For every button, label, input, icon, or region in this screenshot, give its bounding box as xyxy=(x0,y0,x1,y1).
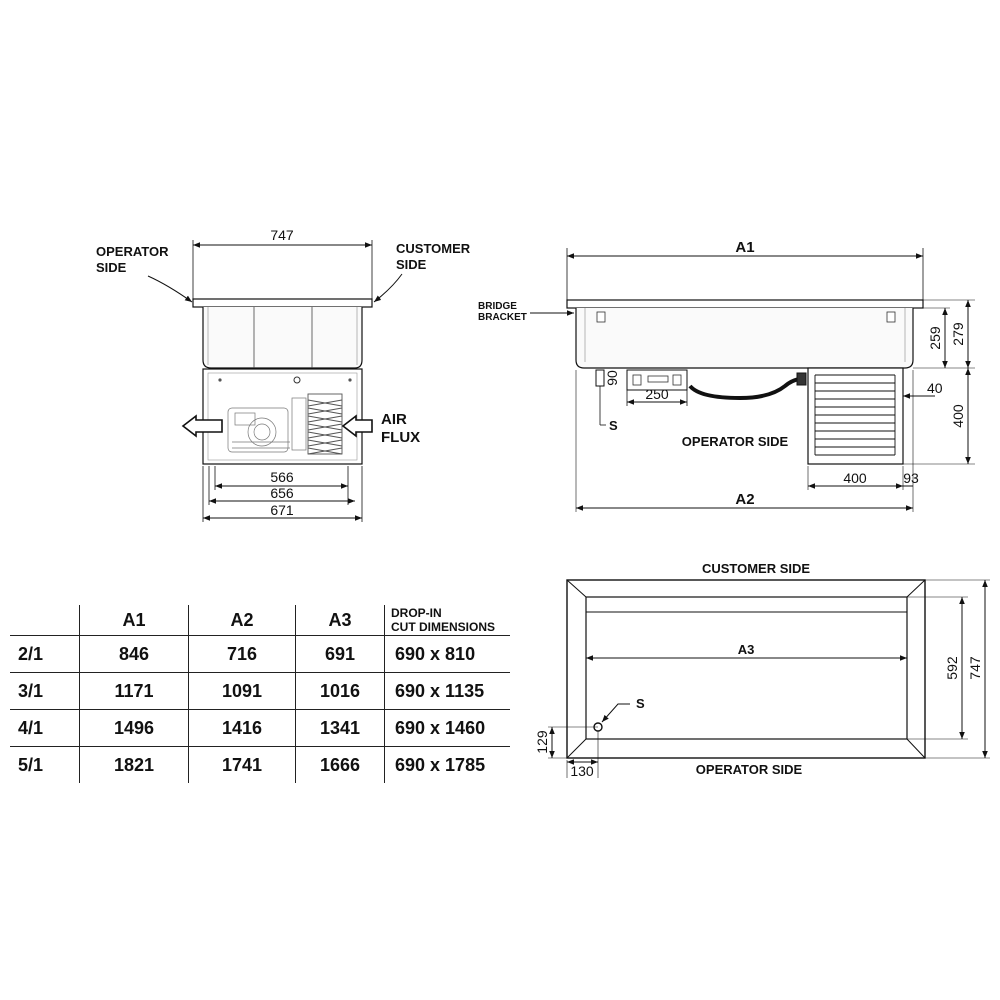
cell-a2: 1091 xyxy=(189,673,296,710)
cell-a2: 1741 xyxy=(189,747,296,784)
top-view xyxy=(534,561,990,779)
side-view xyxy=(96,227,471,522)
side-customer-label-1: CUSTOMER xyxy=(396,241,471,256)
top-dim-129: 129 xyxy=(534,730,550,754)
cell-a2: 716 xyxy=(189,636,296,673)
top-dim-a3: A3 xyxy=(737,642,755,657)
front-operator-side: OPERATOR SIDE xyxy=(681,434,789,449)
side-operator-label-2: SIDE xyxy=(96,260,127,275)
air-flux-label-1: AIR xyxy=(381,411,407,428)
front-dim-279: 279 xyxy=(950,322,966,346)
bridge-bracket-label-1: BRIDGE xyxy=(478,301,517,312)
cell-cut: 690 x 810 xyxy=(385,636,511,673)
front-dim-40: 40 xyxy=(927,380,943,396)
cell-cut: 690 x 1135 xyxy=(385,673,511,710)
top-dim-747: 747 xyxy=(967,656,983,680)
front-view xyxy=(478,239,975,512)
condenser-grille xyxy=(808,368,903,464)
header-a1: A1 xyxy=(80,605,189,636)
side-dim-671: 671 xyxy=(270,502,294,518)
power-cable xyxy=(690,379,800,398)
cell-a3: 1666 xyxy=(296,747,385,784)
front-dim-93: 93 xyxy=(903,470,919,486)
front-tank xyxy=(576,308,913,368)
front-dim-400-vert: 400 xyxy=(950,404,966,428)
cell-a1: 1171 xyxy=(80,673,189,710)
cell-size: 5/1 xyxy=(10,747,80,784)
header-cut xyxy=(385,605,511,636)
drain-valve xyxy=(596,370,604,386)
table-row xyxy=(10,673,510,710)
cell-size: 4/1 xyxy=(10,710,80,747)
cell-a3: 691 xyxy=(296,636,385,673)
side-tank xyxy=(203,307,362,368)
cell-a1: 846 xyxy=(80,636,189,673)
air-flux-label-2: FLUX xyxy=(381,429,421,446)
table-row xyxy=(10,747,510,784)
cell-a3: 1016 xyxy=(296,673,385,710)
front-dim-a2: A2 xyxy=(735,491,755,508)
table-header-row xyxy=(10,605,510,636)
cell-a2: 1416 xyxy=(189,710,296,747)
top-inner-opening xyxy=(586,597,907,739)
table-row xyxy=(10,710,510,747)
side-customer-label-2: SIDE xyxy=(396,257,427,272)
table-row xyxy=(10,636,510,673)
side-top-plate xyxy=(193,299,372,307)
dimension-table xyxy=(10,605,510,783)
header-size xyxy=(10,605,80,636)
header-cut-line-2: CUT DIMENSIONS xyxy=(391,620,496,634)
front-top-plate xyxy=(567,300,923,308)
side-dim-656: 656 xyxy=(270,485,294,501)
front-dim-259: 259 xyxy=(927,326,943,350)
cell-a1: 1821 xyxy=(80,747,189,784)
side-dim-566: 566 xyxy=(270,469,294,485)
cell-size: 3/1 xyxy=(10,673,80,710)
bridge-bracket-label-2: BRACKET xyxy=(478,312,527,323)
cell-cut: 690 x 1785 xyxy=(385,747,511,784)
side-dim-747: 747 xyxy=(270,227,294,243)
top-dim-130: 130 xyxy=(570,763,594,779)
top-customer-side: CUSTOMER SIDE xyxy=(701,561,811,576)
top-operator-side: OPERATOR SIDE xyxy=(695,762,803,777)
front-dim-a1: A1 xyxy=(735,239,755,256)
top-dim-592: 592 xyxy=(944,656,960,680)
cell-a3: 1341 xyxy=(296,710,385,747)
header-cut-line-1: DROP-IN xyxy=(391,606,442,620)
front-dim-250: 250 xyxy=(645,386,669,402)
header-a2: A2 xyxy=(189,605,296,636)
top-s-label: S xyxy=(636,696,645,711)
cell-size: 2/1 xyxy=(10,636,80,673)
front-dim-400-horiz: 400 xyxy=(843,470,867,486)
side-operator-label-1: OPERATOR xyxy=(96,244,169,259)
cell-cut: 690 x 1460 xyxy=(385,710,511,747)
header-a3: A3 xyxy=(296,605,385,636)
cell-a1: 1496 xyxy=(80,710,189,747)
front-dim-90: 90 xyxy=(604,370,620,386)
front-s-label: S xyxy=(609,418,618,433)
